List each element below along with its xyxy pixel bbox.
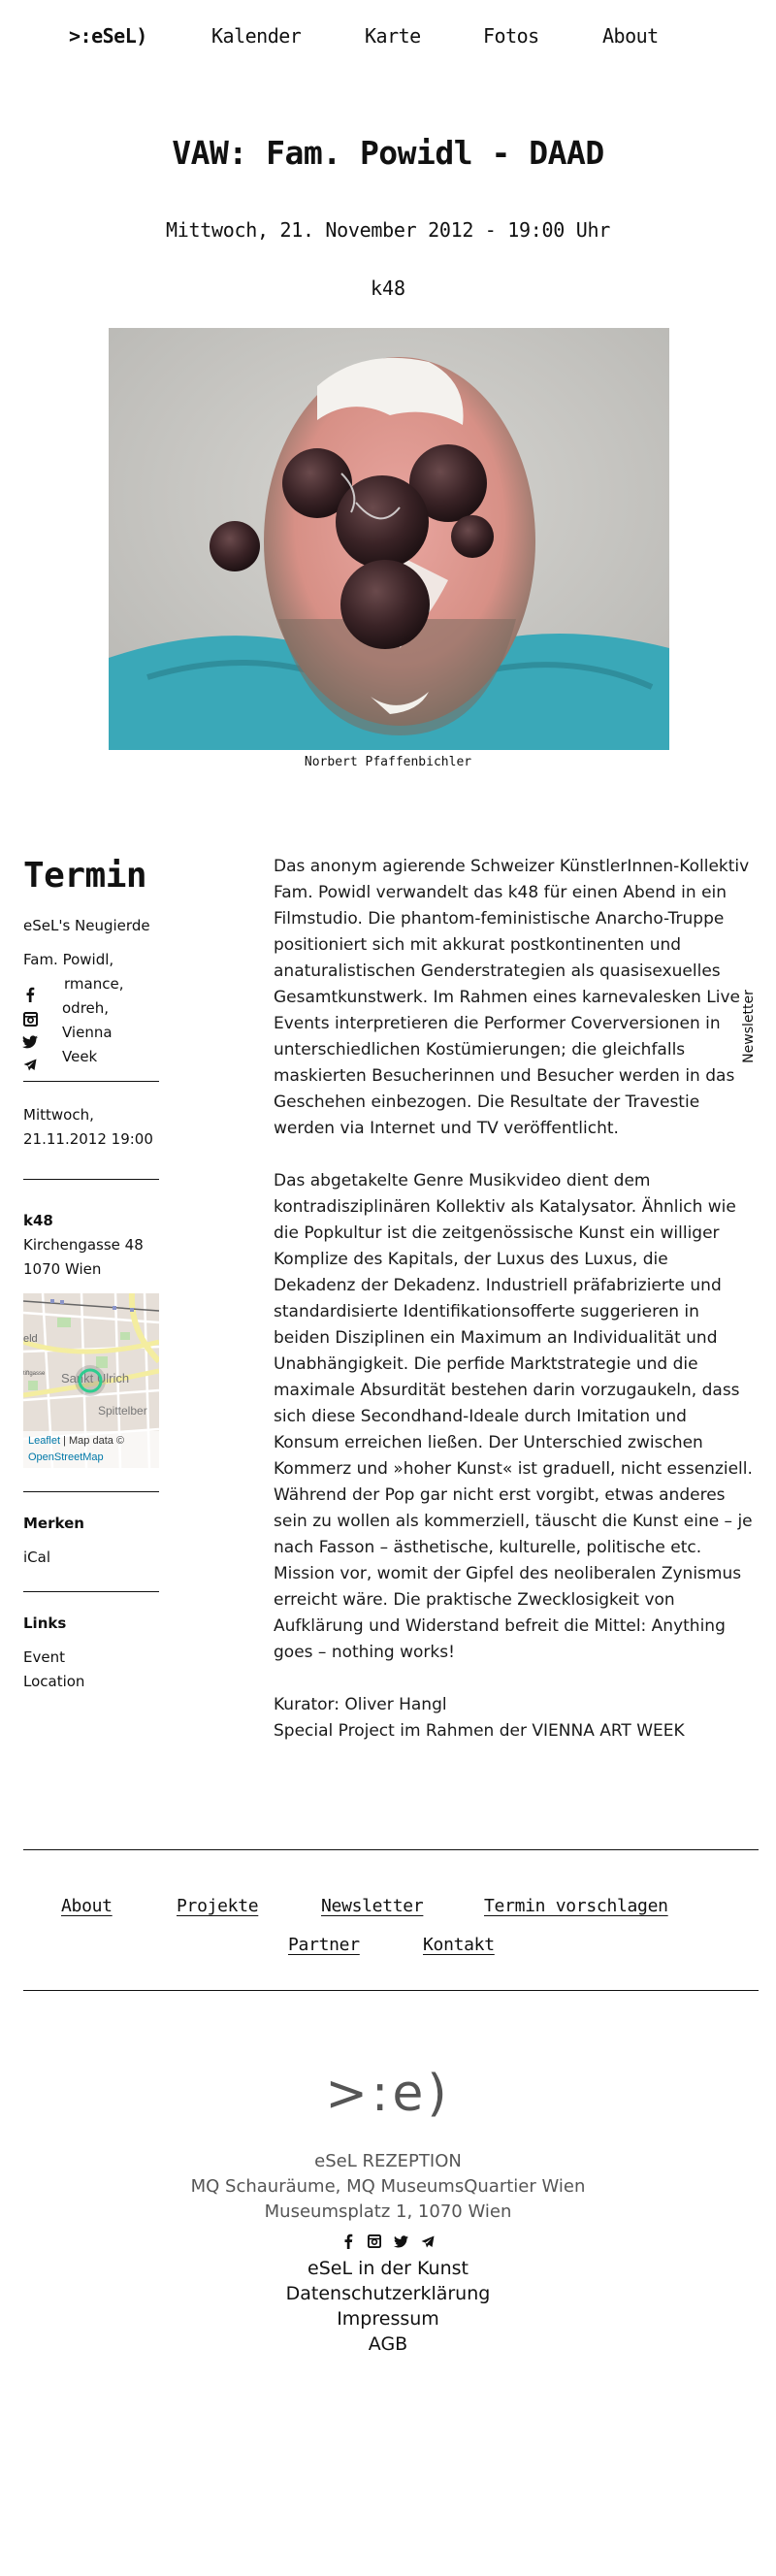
- footer-link-projekte[interactable]: Projekte: [177, 1896, 259, 1916]
- address-line: MQ Schauräume, MQ MuseumsQuartier Wien: [190, 2176, 586, 2197]
- nav-item-about[interactable]: About: [602, 24, 659, 48]
- special-project-line: Special Project im Rahmen der VIENNA ART WEEK: [274, 1721, 685, 1741]
- merken-heading: Merken: [23, 1515, 84, 1532]
- location-map[interactable]: [23, 1293, 159, 1468]
- tag-line[interactable]: rmance,: [64, 975, 124, 993]
- footer-link-newsletter[interactable]: Newsletter: [321, 1896, 424, 1916]
- event-description: [274, 854, 754, 1745]
- photo-caption: Norbert Pfaffenbichler: [304, 755, 472, 769]
- svg-text:Sankt Ulrich: Sankt Ulrich: [61, 1371, 130, 1386]
- footer-address: [0, 2149, 776, 2225]
- footer-divider: [23, 1990, 759, 1991]
- page-title: VAW: Fam. Powidl - DAAD: [172, 134, 604, 172]
- ical-link[interactable]: iCal: [23, 1549, 51, 1566]
- sidebar-divider: [23, 1591, 159, 1592]
- links-heading: Links: [23, 1614, 67, 1632]
- location-link[interactable]: Location: [23, 1673, 85, 1690]
- event-photo: [109, 328, 669, 750]
- footer-divider: [23, 1849, 759, 1850]
- tag-line[interactable]: Fam. Powidl,: [23, 951, 114, 968]
- sidebar-title: Termin: [23, 856, 147, 896]
- svg-text:tiftgasse: tiftgasse: [23, 1371, 46, 1377]
- footer-link-kontakt[interactable]: Kontakt: [423, 1935, 495, 1955]
- social-bar: [0, 970, 60, 1075]
- category-link[interactable]: eSeL's Neugierde: [23, 917, 150, 934]
- map-attribution: [23, 1431, 159, 1468]
- sidebar-divider: [23, 1081, 159, 1082]
- address-line: eSeL REZEPTION: [314, 2151, 462, 2171]
- location-street: Kirchengasse 48: [23, 1236, 144, 1254]
- footer-bottom-links: [0, 2256, 776, 2357]
- curator-line: Kurator: Oliver Hangl: [274, 1695, 447, 1714]
- twitter-icon[interactable]: [394, 2234, 409, 2251]
- tag-line[interactable]: odreh, Vienna: [62, 999, 113, 1041]
- logo-link[interactable]: >:eSeL): [69, 24, 147, 48]
- sidebar-divider: [23, 1179, 159, 1180]
- osm-link[interactable]: OpenStreetMap: [28, 1451, 104, 1463]
- merken-block: [23, 1512, 159, 1570]
- event-link[interactable]: Event: [23, 1648, 65, 1666]
- footer-link-about[interactable]: About: [61, 1896, 113, 1916]
- links-block: [23, 1612, 159, 1694]
- address-line: Museumsplatz 1, 1070 Wien: [264, 2201, 512, 2222]
- newsletter-tab-label: Newsletter: [741, 990, 757, 1063]
- map-label: eld: [23, 1333, 38, 1345]
- footer-link-termin-vorschlagen[interactable]: Termin vorschlagen: [484, 1896, 668, 1916]
- svg-text:Spittelber: Spittelber: [98, 1404, 147, 1418]
- event-photo-image: [109, 328, 669, 750]
- location-city: 1070 Wien: [23, 1260, 102, 1278]
- event-date: Mittwoch, 21. November 2012 - 19:00 Uhr: [166, 218, 610, 242]
- footer-link-datenschutz[interactable]: Datenschutzerklärung: [285, 2283, 491, 2304]
- twitter-icon[interactable]: [21, 1033, 39, 1051]
- nav-item-fotos[interactable]: Fotos: [483, 24, 539, 48]
- footer-link-impressum[interactable]: Impressum: [337, 2308, 439, 2330]
- event-datetime: [23, 1103, 159, 1152]
- datetime-line: Mittwoch,: [23, 1106, 94, 1124]
- nav-item-kalender[interactable]: Kalender: [211, 24, 302, 48]
- instagram-icon[interactable]: [21, 1010, 39, 1027]
- description-paragraph: Das anonym agierende Schweizer KünstlerInnen-Kollektiv Fam. Powidl verwandelt das k48 für einen Abend in ein Filmstudio. Die phantom-feministische Anarcho-Truppe positioniert sich mit akkurat postkontinenten und anaturalistischen Genderstrategien als quasisexuelles Gesamtkunstwerk. Im Rahmen eines karnevalesken Live Events interpretieren die Performer Coverversionen in unterschiedlichen Kostümierungen; die gleichfalls maskierten Besucherinnen und Besucher werden in das Geschehen einbezogen. Die Resultate der Travestie werden via Internet und TV veröffentlicht.: [274, 857, 750, 1138]
- footer-social-icons: [0, 2232, 776, 2253]
- location-name-link[interactable]: k48: [23, 1212, 53, 1229]
- footer-link-agb[interactable]: AGB: [368, 2333, 408, 2355]
- footer-logo: >:e): [325, 2065, 451, 2123]
- footer-link-esel-in-der-kunst[interactable]: eSeL in der Kunst: [307, 2258, 469, 2279]
- tag-line[interactable]: Veek: [62, 1048, 98, 1065]
- nav-item-karte[interactable]: Karte: [365, 24, 421, 48]
- sidebar-divider: [23, 1491, 159, 1492]
- event-venue-link[interactable]: k48: [370, 277, 406, 300]
- top-nav: [0, 21, 776, 50]
- location-block: [23, 1209, 159, 1282]
- attribution-text: | Map data ©: [60, 1435, 125, 1447]
- telegram-icon[interactable]: [21, 1056, 39, 1073]
- telegram-icon[interactable]: [420, 2234, 436, 2251]
- footer-link-partner[interactable]: Partner: [288, 1935, 360, 1955]
- facebook-icon[interactable]: [340, 2234, 356, 2251]
- datetime-line: 21.11.2012 19:00: [23, 1130, 153, 1148]
- description-paragraph: Das abgetakelte Genre Musikvideo dient dem kontradisziplinären Kollektiv als Katalysator. Ähnlich wie die Popkultur ist die zeitgenössische Kunst ein williger Komplize des Kapitals, der Luxus des Luxus, die Dekadenz der Dekadenz. Industriell präfabrizierte und standardisierte Identifikationsofferte suggerieren in beiden Disziplinen ein Maximum an Individualität und Unabhängigkeit. Die perfide Marktstrategie und die maximale Absurdität bestehen darin vorzugaukeln, dass sich diese Secondhand-Ideale durch Imitation und Konsum erreichen ließen. Der Unterschied zwischen Kommerz und »hoher Kunst« ist graduell, nicht essenziell. Während der Pop gar nicht erst vorgibt, etwas anderes sein zu wollen als kommerziell, täuscht die Kunst eine – je nach Fasson – ästhetische, kulturelle, politische etc. Mission vor, womit der Gipfel des neoliberalen Zynismus erreicht wäre. Die praktische Zwecklosigkeit von Aufklärung und Widerstand befreit die Mittel: Anything goes – nothing works!: [274, 1171, 753, 1662]
- instagram-icon[interactable]: [367, 2234, 382, 2251]
- facebook-icon[interactable]: [21, 986, 39, 1003]
- leaflet-link[interactable]: Leaflet: [28, 1435, 61, 1447]
